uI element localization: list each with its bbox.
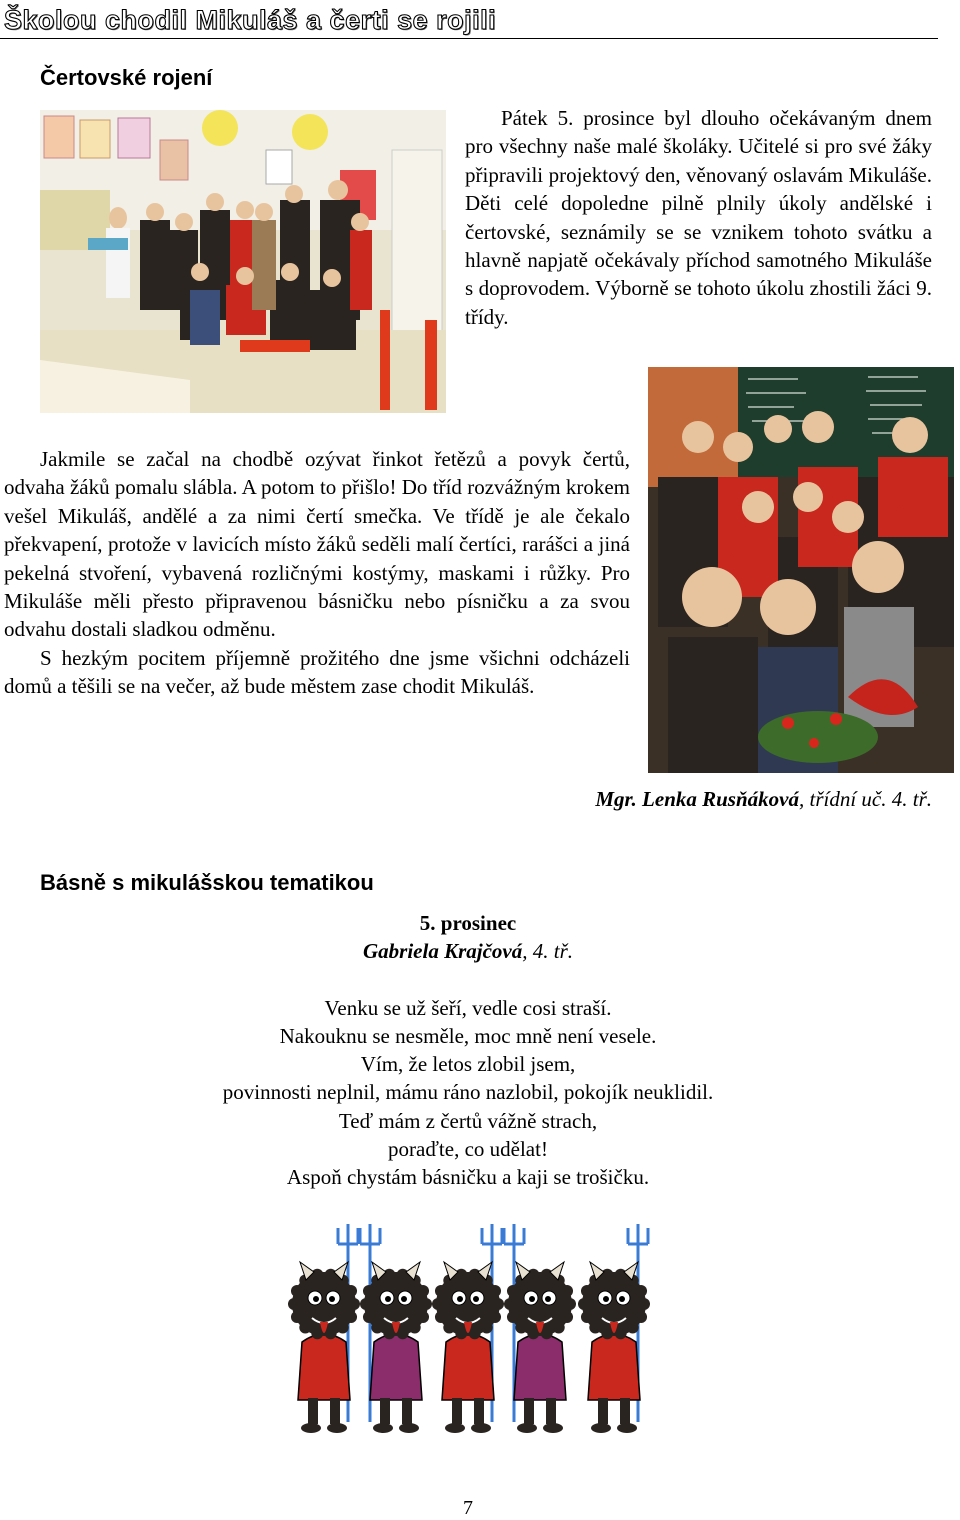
page-number: 7 [463,1497,473,1519]
poem-author-class: , 4. tř. [522,939,573,964]
article-author-role: , třídní uč. 4. tř. [798,787,932,811]
poem-author-name: Gabriela Krajčová [363,939,523,964]
poem-author [0,937,936,965]
poem-title: 5. prosinec [419,911,517,935]
poem-spacer [0,966,936,994]
devil-figure [432,1224,504,1433]
devil-figure [578,1224,650,1433]
poem-line: Aspoň chystám básničku a kaji se trošičku. [286,1165,650,1190]
article-signature [538,785,932,813]
devils-illustration [288,1222,652,1440]
article-intro: Pátek 5. prosince byl dlouho očekávaným dnem pro všechny naše malé školáky. Učitelé si pro své žáky připravili projektový den, věnovaný oslavám Mikuláše. Děti celé dopoledne pilně plnily úkoly andělské i čertovské, seznámily se se vznikem tohoto svátku a hlavně napjatě očekávaly příchod samotného Mikuláše s doprovodem. Výborně se tohoto úkolu zhostili žáci 9. třídy. [465,106,932,329]
article-body-paragraph-2: S hezkým pocitem příjemně prožitého dne jsme všichni odcházeli domů a těšili se na večer, až bude městem zase chodit Mikuláš. [4,645,630,699]
article-author-name: Mgr. Lenka Rusňáková [595,787,799,811]
poem-line: Nakouknu se nesměle, moc mně není vesele. [279,1023,657,1048]
header-rule [0,38,938,39]
poems-heading: Básně s mikulášskou tematikou [40,870,374,895]
article-heading: Čertovské rojení [40,65,213,90]
article-body-paragraph-1: Jakmile se začal na chodbě ozývat řinkot řetězů a povyk čertů, odvaha žáků pomalu slábla. A potom to přišlo! Do tříd rozvážným krokem vešel Mikuláš, andělé a za nimi čertí smečka. Ve třídě je ale čekalo překvapení, protože v lavicích místo žáků seděli malí čertíci, rarášci a jiná pekelná stvoření, vybavená rozličnými kostýmy, maskami i růžky. Pro Mikuláše měli přesto připravenou básničku nebo písničku a za svou odvahu dostali sladkou odměnu. [4,447,630,642]
devil-costumes-photo [648,367,954,773]
devil-figure [504,1224,576,1433]
poem-line: Vím, že letos zlobil jsem, [360,1052,576,1077]
class-group-photo [40,110,446,413]
article-body [4,445,630,701]
poem-line: poraďte, co udělat! [388,1137,548,1162]
poem-line: povinnosti neplnil, mámu ráno nazlobil, pokojík neuklidil. [222,1080,714,1105]
poem-line: Venku se už šeří, vedle cosi straší. [324,995,612,1020]
poem-block [0,909,936,1192]
devil-figure [360,1224,432,1433]
page-header-title: Školou chodil Mikuláš a čerti se rojili [4,5,497,35]
poem-line: Teď mám z čertů vážně strach, [338,1108,598,1133]
devil-figure [288,1224,360,1433]
